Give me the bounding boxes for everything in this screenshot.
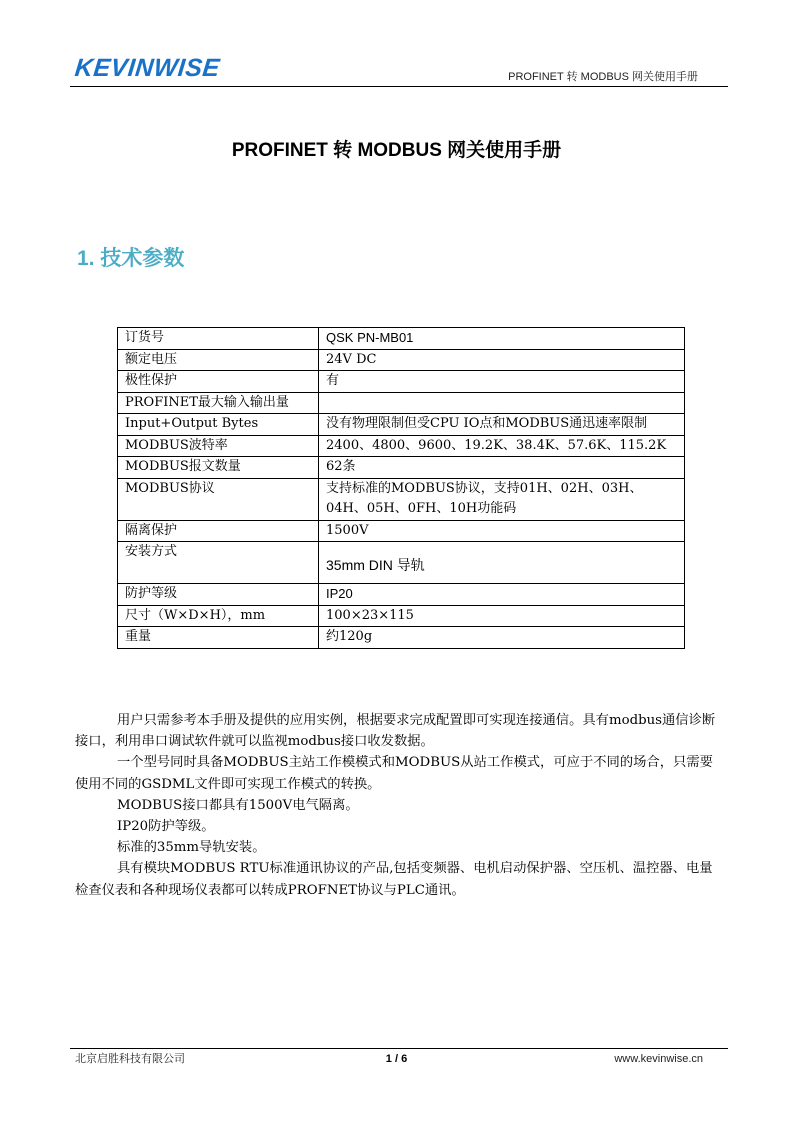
footer-company: 北京启胜科技有限公司 [75, 1053, 185, 1065]
table-row [118, 627, 685, 649]
spec-value: 35mm DIN 导轨 [319, 542, 685, 584]
spec-key: Input+Output Bytes [118, 414, 319, 436]
paragraph: 一个型号同时具备MODBUS主站工作模模式和MODBUS从站工作模式，可应于不同的场合，只需要使用不同的GSDML文件即可实现工作模式的转换。 [75, 755, 713, 792]
spec-key: PROFINET最大输入输出量 [118, 392, 319, 414]
footer-divider [70, 1048, 728, 1049]
table-row [118, 392, 685, 414]
document-title: PROFINET 转 MODBUS 网关使用手册 [231, 140, 562, 161]
spec-key: MODBUS协议 [118, 478, 319, 520]
table-row [118, 435, 685, 457]
spec-table [117, 327, 685, 649]
table-row [118, 457, 685, 479]
spec-key: 尺寸（W×D×H），mm [118, 605, 319, 627]
spec-value: 没有物理限制但受CPU IO点和MODBUS通迅速率限制 [319, 414, 685, 436]
spec-value: 有 [319, 371, 685, 393]
spec-value: IP20 [319, 584, 685, 606]
table-row [118, 414, 685, 436]
table-row [118, 349, 685, 371]
table-row [118, 520, 685, 542]
spec-key: MODBUS报文数量 [118, 457, 319, 479]
spec-key: 额定电压 [118, 349, 319, 371]
section-heading: 1. 技术参数 [77, 247, 185, 270]
paragraph: MODBUS接口都具有1500V电气隔离。 [117, 797, 359, 813]
spec-value: 约120g [319, 627, 685, 649]
table-row [118, 371, 685, 393]
spec-key: 极性保护 [118, 371, 319, 393]
table-row [118, 584, 685, 606]
spec-value: 62条 [319, 457, 685, 479]
spec-value: 1500V [319, 520, 685, 542]
table-row [118, 605, 685, 627]
table-row [118, 478, 685, 520]
header-divider [70, 86, 728, 87]
body-text [75, 710, 725, 901]
paragraph: 具有模块MODBUS RTU标准通讯协议的产品,包括变频器、电机启动保护器、空压机、温控器、电量检查仪表和各种现场仪表都可以转成PROFNET协议与PLC通讯。 [75, 861, 713, 898]
spec-key: MODBUS波特率 [118, 435, 319, 457]
running-header-title: PROFINET 转 MODBUS 网关使用手册 [508, 71, 698, 83]
spec-key: 订货号 [118, 328, 319, 350]
spec-value [319, 392, 685, 414]
footer-website: www.kevinwise.cn [614, 1053, 703, 1065]
table-row [118, 328, 685, 350]
table-row [118, 542, 685, 584]
spec-key: 重量 [118, 627, 319, 649]
spec-value: QSK PN-MB01 [319, 328, 685, 350]
paragraph: IP20防护等级。 [117, 819, 215, 835]
spec-key: 防护等级 [118, 584, 319, 606]
paragraph: 标准的35mm导轨安装。 [117, 840, 266, 856]
spec-value: 支持标准的MODBUS协议，支持01H、02H、03H、04H、05H、0FH、10H功能码 [319, 478, 685, 520]
spec-value: 100×23×115 [319, 605, 685, 627]
spec-value: 2400、4800、9600、19.2K、38.4K、57.6K、115.2K [319, 435, 685, 457]
paragraph: 用户只需参考本手册及提供的应用实例，根据要求完成配置即可实现连接通信。具有modbus通信诊断接口，利用串口调试软件就可以监视modbus接口收发数据。 [75, 713, 716, 750]
spec-key: 隔离保护 [118, 520, 319, 542]
company-logo: KEVINWISE [73, 54, 222, 82]
spec-key: 安装方式 [118, 542, 319, 584]
spec-value: 24V DC [319, 349, 685, 371]
page-number: 1 / 6 [385, 1053, 408, 1065]
